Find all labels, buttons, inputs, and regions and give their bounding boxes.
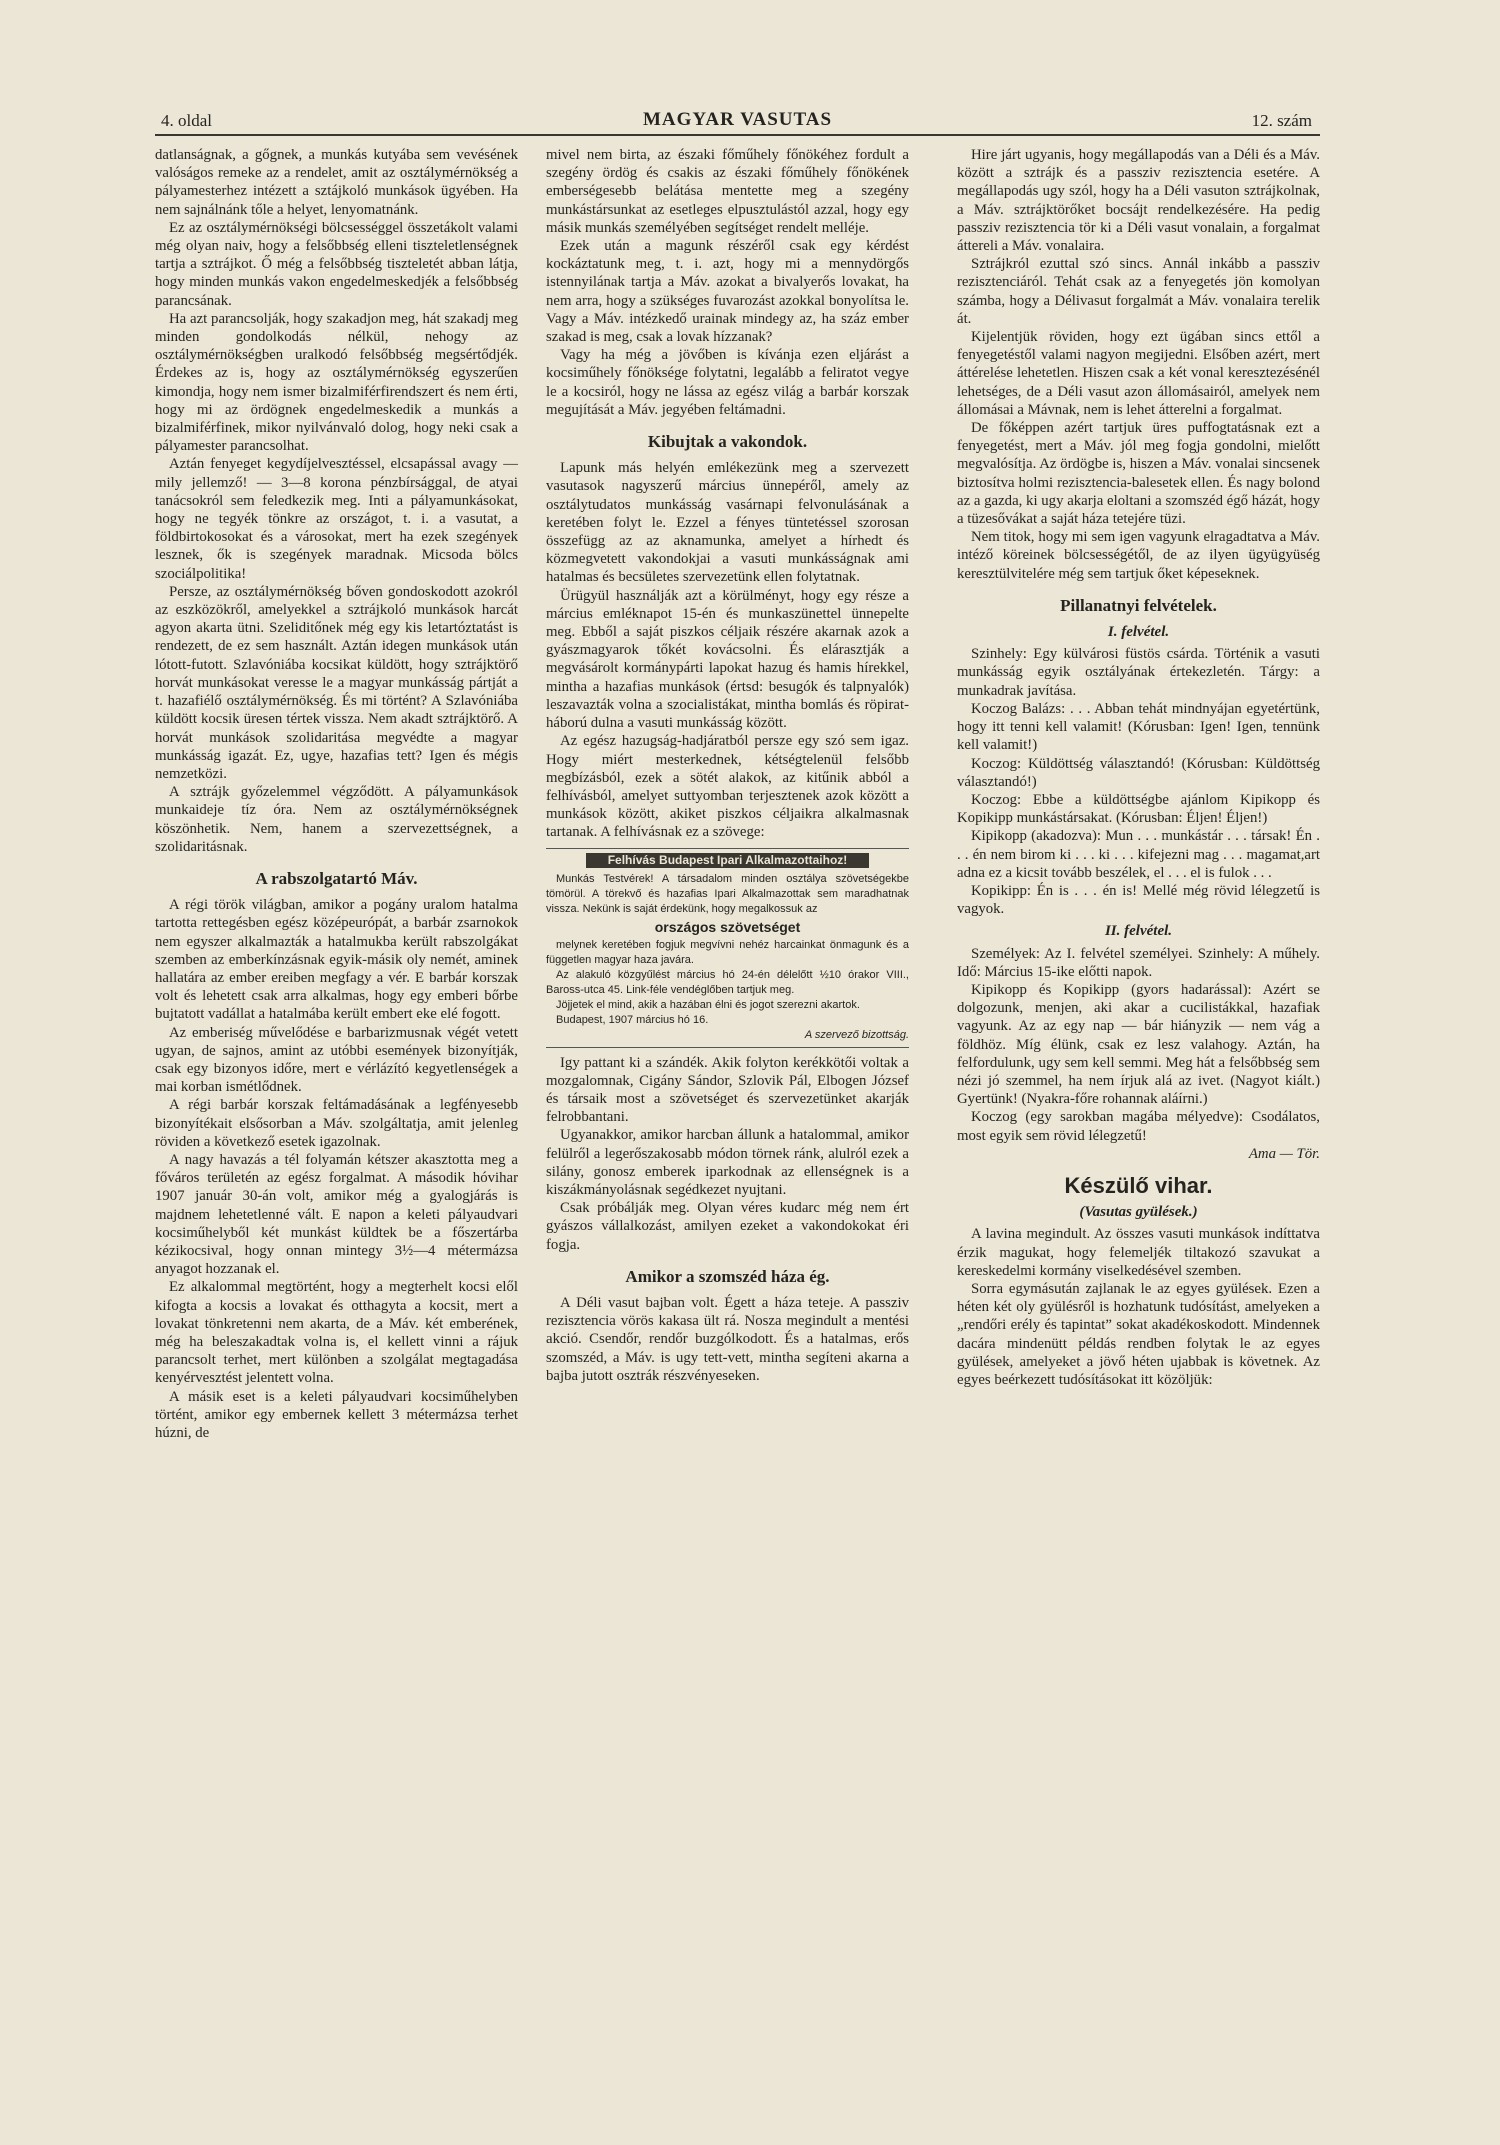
paragraph: Személyek: Az I. felvétel személyei. Szinhely: A műhely. Idő: Március 15-ike előtti napok. [957,945,1320,980]
column-2 [546,146,909,1446]
column-1 [155,146,518,1961]
paragraph: Kipikopp és Kopikipp (gyors hadarással): Azért se dolgozunk, menjen, aki akar a cucilistákkal, hazafiak vagyunk. Az az egy nap — bár hiányzik — nem vág a földhöz. Míg élünk, csak ez lesz valahogy. Aztán, ha felfordulunk, ugy sem kell semmi. Meg hát a felsőbbség sem nézi jó szemmel, ha nem írjuk alá az ivet. (Nagyot kiált.) Gyertünk! (Nyakra-főre rohannak aláírni.) [957,981,1320,1108]
quoted-notice [546,848,909,1048]
paragraph: Szinhely: Egy külvárosi füstös csárda. Történik a vasuti munkásság egyik osztályának értekezletén. Tárgy: a munkadrak javítása. [957,646,1320,699]
paragraph: Ezek után a magunk részéről csak egy kérdést kockáztatunk meg, t. i. azt, hogy mi a mennydörgős istennyilának tartja a Máv. azokat a bivalyerős lovakat, ha nem arra, hogy a szükséges fuvarozást azokkal bonyolítsa le. Vagy a Máv. intézkedő urainak mindegy az, ha száz ember szakad is meg, csak a lovak hízzanak? [546,238,909,346]
notice-emphasis: országos szövetséget [654,918,801,935]
notice-text: melynek keretében fogjuk megvívni nehéz harcainkat önmagunk és a független magyar haza javára. [546,938,909,966]
paragraph: Ha azt parancsolják, hogy szakadjon meg, hát szakadj meg minden gondolkodás nélkül, nehogy az osztálymérnökségben uralkodó felsőbbség megsértődjék. Érdekes az is, hogy az osztálymérnökség egyszerűen kimondja, hogy nem ismer bizalmiférfirendszert és nem érti, hogy mi az ördögnek engedelmeskedik a munkás a bizalmiférfinek, mikor nyilvánvaló dolog, hogy neki csak a pályamester parancsolhat. [155,310,518,455]
paragraph: Az egész hazugság-hadjáratból persze egy szó sem igaz. Hogy miért mesterkednek, kétségtelenül felsőbb megbízásból, ezek a sötét alakok, az kitűnik abból a felhívásból, amelyet suttyomban terjesztenek azok között a munkások között, akiket piszkos céljaikra alkalmasnak tartanak. A felhívásnak ez a szövege: [546,733,909,841]
paragraph: Vagy ha még a jövőben is kívánja ezen eljárást a kocsiműhely főnöksége folytatni, legalább a feliratot vegye le a kocsiról, hogy ne lássa az egész világ a barbár korszak megujítását a Máv. jegyében feltámadni. [546,347,909,418]
page-number: 4. oldal [161,111,212,130]
paragraph: Koczog: Küldöttség választandó! (Kórusban: Küldöttség választandó!) [957,755,1320,790]
paragraph: A Déli vasut bajban volt. Égett a háza teteje. A passziv rezisztencia vörös kakasa ült rá. Nosza megindult a mentési akció. Csendőr, rendőr buzgólkodott. És a hatalmas, erős szomszéd, a Máv. is ugy tett-vett, mintha segíteni akarna a bajba jutott osztrák részvényeseken. [546,1294,909,1384]
notice-signature: A szervező bizottság. [804,1028,909,1041]
paragraph: Ez alkalommal megtörtént, hogy a megterhelt kocsi elől kifogta a kocsis a lovakat és otthagyta a kocsit, mert a lovakat tönkretenni nem akarta, de a Máv. két emberének, még ha beleszakadtak volna is, el kellett vinni a rájuk parancsolt terhet, mert különben a szolgálat megtagadása kenyérvesztést jelentett volna. [155,1279,518,1387]
paragraph: A másik eset is a keleti pályaudvari kocsiműhelyben történt, amikor egy embernek kellett 3 métermázsa terhet húzni, de [155,1388,518,1442]
article-heading: Kibujtak a vakondok. [647,432,808,452]
notice-text: Munkás Testvérek! A társadalom minden osztálya szövetségekbe tömörül. A törekvő és hazafias Ipari Alkalmazottak sem maradhatnak vissza. Nekünk is saját érdekünk, hogy megalkossuk az [546,872,909,915]
paragraph: Igy pattant ki a szándék. Akik folyton kerékkötői voltak a mozgalomnak, Cigány Sándor, Szlovik Pál, Elbogen József és társaik most a szövetséget és szervezetünket akarják felrobbantani. [546,1054,909,1126]
paragraph: datlanságnak, a gőgnek, a munkás kutyába sem vevésének valóságos remeke az a rendelet, amit az osztálymérnökség a pályamesterhez intézett a sztájkoló munkások ügyében. Ha nem sajnálnánk tőle a helyet, lenyomatnánk. [155,147,518,218]
paragraph: Persze, az osztálymérnökség bőven gondoskodott azokról az eszközökről, amelyekkel a sztrájkoló munkások harcát agyon akarta ütni. Szeliditőnek még egy kis letartóztatást is rendezett, de ez sem használt. Aztán idegen munkások után lótott-futott. Szlavóniába kocsikat küldött, hogy sztrájktörő horvát munkásokat veresse le a magyar munkásság pártját a t. hazafiélő osztálymérnökség. És mi történt? A Szlavóniába küldött kocsik üresen tértek vissza. Nem akadt sztrájktörő. A horvát munkások szolidaritása megvédte a magyar munkásság igazát. Ez, ugye, hazafias tett? Igen és mégis nemzetközi. [155,583,518,782]
notice-text: Az alakuló közgyűlést március hó 24-én délelőtt ½10 órakor VIII., Baross-utca 45. Link-féle vendéglőben tartjuk meg. [546,968,909,996]
notice-heading: Felhívás Budapest Ipari Alkalmazottaihoz! [586,853,869,868]
paragraph: Ürügyül használják azt a körülményt, hogy egy része a március emléknapot 15-én és munkaszünettel ünnepelte meg. Ebből a saját piszkos céljaik részére akarnak azok a gyászmagyarok tőkét kovácsolni. És elárasztják a megvásárolt kormánypárti lapokat hazug és hamis hírekkel, mintha a hazafias munkások (értsd: besugók és talpnyalók) leszavazták volna a szocialistákat, mintha bomlás és röpirat-háború dulna a vasuti munkásság között. [546,587,909,732]
article-heading: A rabszolgatartó Máv. [255,868,418,888]
paragraph: Ez az osztálymérnökségi bölcsességgel összetákolt valami még olyan naiv, hogy a felsőbbség elleni tiszteletlenségnek tartja a sztrájkot. Ő még a felsőbbség tiszteletét abban látja, hogy minden munkás vakon engedelmeskedjék a felsőbbség parancsának. [155,219,518,309]
paragraph: Az emberiség művelődése e barbarizmusnak végét vetett ugyan, de sajnos, amint az utóbbi események bizonyítják, csak egy bizonyos időre, mert e vérlázító kegyetlenségek a mai korban ismétlődnek. [155,1024,518,1096]
article-heading: Készülő vihar. [1064,1172,1213,1198]
paragraph: Kipikopp (akadozva): Mun . . . munkástár . . . társak! Én . . . én nem birom ki . . . ki . . . kifejezni mag . . . magamat,art adna ez a kicsit tovább beszélek, el . . . el is fulok . . . [957,828,1320,881]
paragraph: De főképpen azért tartjuk üres puffogtatásnak ezt a fenyegetést, mert a Máv. jól meg fogja gondolni, mielőtt megvalósítja. Az ördögbe is, hiszen a Máv. vonalai sincsenek biztosítva holmi rezisztencia-balesetek ellen. És nagy bolond az a gazda, ki ugy akarja eloltani a szomszéd égő házát, hogy a tüzesővákat a saját háza tetejére tüzi. [957,420,1320,528]
notice-date: Budapest, 1907 március hó 16. [556,1013,709,1026]
paragraph: Lapunk más helyén emlékezünk meg a szervezett vasutasok nagyszerű március ünnepéről, amely az osztálytudatos munkásság vasárnapi felvonulásának a keretében folyt le. Ezzel a fényes tüntetéssel szorosan összefügg az az aknamunka, amelyet a hírhedt és közmegvetett vakondokjai a vasuti munkásságnak ami hatalmas és becsületes szervezetünk ellen folytatnak. [546,460,909,586]
paragraph: Kijelentjük röviden, hogy ezt ügában sincs ettől a fenyegetéstől valami nagyon megijedni. Elsőben azért, mert áttérelése lehetetlen. Hiszen csak a két vonal keresztezésénél lehetséges, de a Déli vasut azon állomásairól, amelyek nem állomásai a Mávnak, nem is lehet átterelni a forgalmat. [957,329,1320,418]
paragraph: Koczog: Ebbe a küldöttségbe ajánlom Kipikopp és Kopikipp munkástársakat. (Kórusban: Éljen! Éljen!) [957,791,1320,827]
paragraph: Sorra egymásután zajlanak le az egyes gyülések. Ezen a héten két oly gyülésről is hozhatunk tudósítást, amelyeken a „rendőri erély és tapintat” sokat akadékoskodott. Mindennek dacára mindenütt példás rendben folytak le az egyes gyülések, amelyeket a jövő héten ujabbak is követnek. Az egyes beérkezett tudósításokat itt közöljük: [957,1280,1320,1388]
article-heading: Pillanatnyi felvételek. [1060,595,1217,615]
paragraph: A sztrájk győzelemmel végződött. A pályamunkások munkaideje tíz óra. Nem az osztálymérnökségnek köszönhetik. Nem, hanem a szervezettségnek, a szolidaritásnak. [155,784,518,855]
masthead-title: MAGYAR VASUTAS [642,109,833,130]
page-header [155,108,1320,136]
paragraph: Hire járt ugyanis, hogy megállapodás van a Déli és a Máv. között a sztrájk és a passziv rezisztencia esetére. A megállapodás ugy szól, hogy ha a Déli vasuton sztrájkolnak, a Máv. sztrájktörőket bocsájt rendelkezésére. Ha pedig passziv rezisztencia tör ki a Déli vasut vonalain, a forgalmat áttereli a Máv. vonalaira. [957,147,1320,255]
issue-number: 12. szám [1251,111,1312,130]
section-subheading: II. felvétel. [1104,923,1173,940]
paragraph: Nem titok, hogy mi sem igen vagyunk elragadtatva a Máv. intéző köreinek bölcsességétől, de az ilyen ügyügyüség keresztülvitelére még sem tartjuk őket képeseknek. [957,529,1320,582]
paragraph: Kopikipp: Én is . . . én is! Mellé még rövid lélegzetű is vagyok. [957,882,1320,918]
author-signature: Ama — Tör. [1248,1145,1320,1162]
paragraph: A régi török világban, amikor a pogány uralom hatalma tartotta rettegésben egész középeurópát, a barbár zsarnokok nem egyszer alkalmazták a hatalmukba került rabszolgákat szemben az emberkínzásnak egyik-másik oly nemét, aminek hallatára az ember ereiben megfagy a vér. E barbár korszak volt és lehetett csak arra alkalmas, hogy egy emberi bőrbe bujtatott vadállat a hatalmába került embert eke elé fogott. [155,897,518,1023]
paragraph: Koczog Balázs: . . . Abban tehát mindnyájan egyetértünk, hogy itt tenni kell valamit! (Kórusban: Igen! Igen, tennünk kell valamit!) [957,700,1320,754]
paragraph: Ugyanakkor, amikor harcban állunk a hatalommal, amikor felülről a legerőszakosabb módon törnek ránk, alulról ezek a silány, gonosz emberek iparkodnak az ellenségnek is a kiszákmányolásnak segédkezet nyujtani. [546,1127,909,1198]
paragraph: Koczog (egy sarokban magába mélyedve): Csodálatos, most egyik sem rövid lélegzetű! [957,1109,1320,1144]
paragraph: mivel nem birta, az északi főműhely főnökéhez fordult a szegény ördög és csakis az északi főműhely főnökének emberségesebb belátása mentette meg a szegény munkástársunkat az esetleges elpusztulástól azzal, hogy egy másik munkás személyében segítséget rendelt melléje. [546,147,909,236]
paragraph: Sztrájkról ezuttal szó sincs. Annál inkább a passziv rezisztenciáról. Tehát csak az a fenyegetés jön komolyan számba, hogy a Délivasut forgalmát a Máv. vonalaira terelik át. [957,256,1320,327]
paragraph: Csak próbálják meg. Olyan véres kudarc még nem ért gyászos vállalkozást, amilyen ezeket a vakondokokat éri fogja. [546,1200,909,1253]
article-heading: Amikor a szomszéd háza ég. [625,1266,830,1286]
section-subheading: I. felvétel. [1107,624,1170,641]
paragraph: A régi barbár korszak feltámadásának a legfényesebb bizonyítékait elsősorban a Máv. szolgáltatja, amit jelenleg röviden a következő esetek igazolnak. [155,1097,518,1150]
paragraph: Aztán fenyeget kegydíjelvesztéssel, elcsapással avagy — mily jellemző! — 3—8 korona pénzbírsággal, de atyai tanácsokról sem feledkezik meg. Inti a pályamunkásokat, hogy ne tegyék tönkre az országot, t. i. a vasutat, a földbirtokosokat és a városokat, mert ha ezek szegények lesznek, ők is szegények maradnak. Micsoda bölcs szociálpolitika! [155,456,518,582]
column-3 [957,146,1320,1706]
section-subheading: (Vasutas gyülések.) [1079,1204,1198,1221]
paragraph: A lavina megindult. Az összes vasuti munkások indíttatva érzik magukat, hogy felemeljék tiltakozó szavukat a kereskedelmi kormány viselkedésével szemben. [957,1226,1320,1279]
notice-text: Jöjjetek el mind, akik a hazában élni és jogot szerezni akartok. [556,998,860,1011]
paragraph: A nagy havazás a tél folyamán kétszer akasztotta meg a főváros területén az egész forgalmat. A második hóvihar 1907 január 30-án volt, amikor még a gyalogjárás is majdnem lehetetlenné vált. E napon a keleti pályaudvari kocsiműhelyből két munkást küldtek be a főszertárba kézikocsival, hogy onnan mintegy 3½—4 métermázsa anyagot hozzanak el. [155,1151,518,1278]
